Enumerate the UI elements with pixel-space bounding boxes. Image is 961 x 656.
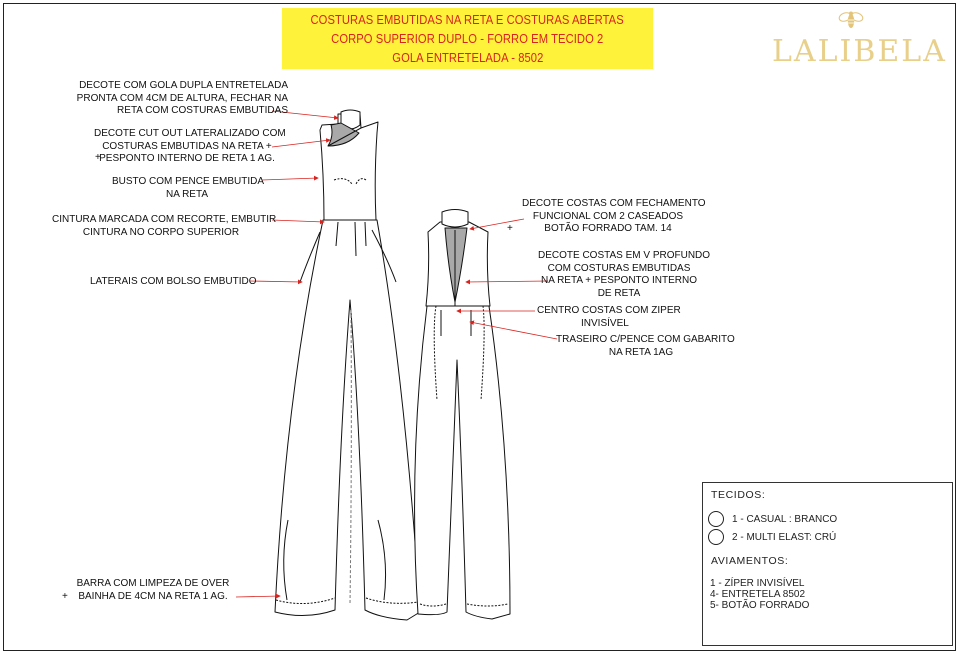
note-plus-sign: + <box>507 223 513 234</box>
note-plus-sign: + <box>62 591 68 602</box>
fabric-item: 2 - MULTI ELAST: CRÚ <box>708 529 836 545</box>
fabrics-title: TECIDOS: <box>711 489 766 501</box>
fabric-swatch-circle <box>708 529 724 545</box>
note-back-closure: DECOTE COSTAS COM FECHAMENTO FUNCIONAL COM 2 CASEADOS BOTÃO FORRADO TAM. 14 <box>522 198 706 235</box>
note-front-waist: CINTURA MARCADA COM RECORTE, EMBUTIR CINTURA NO CORPO SUPERIOR <box>52 214 277 238</box>
trim-item: 1 - ZÍPER INVISÍVEL <box>710 578 805 589</box>
header-line: COSTURAS EMBUTIDAS NA RETA E COSTURAS ABERTAS <box>310 12 625 27</box>
front-view <box>275 110 420 620</box>
note-back-v: DECOTE COSTAS EM V PROFUNDO COM COSTURAS EMBUTIDAS NA RETA + PESPONTO INTERNO DE RETA <box>538 250 711 299</box>
header-line: CORPO SUPERIOR DUPLO - FORRO EM TECIDO 2 <box>331 31 604 46</box>
fabric-swatch-circle <box>708 511 724 527</box>
note-front-collar: DECOTE COM GOLA DUPLA ENTRETELADA PRONTA COM 4CM DE ALTURA, FECHAR NA RETA COM COSTURAS EMBUTIDAS <box>76 80 288 117</box>
note-front-bust: BUSTO COM PENCE EMBUTIDA NA RETA <box>112 176 265 200</box>
note-plus-sign: + <box>95 152 101 163</box>
header-line: GOLA ENTRETELADA - 8502 <box>391 50 544 65</box>
fabric-item: 1 - CASUAL : BRANCO <box>708 511 837 527</box>
trims-title: AVIAMENTOS: <box>711 555 789 567</box>
note-back-dart: TRASEIRO C/PENCE COM GABARITO NA RETA 1AG <box>556 334 735 358</box>
note-front-hem: BARRA COM LIMPEZA DE OVER BAINHA DE 4CM NA RETA 1 AG. <box>76 578 230 602</box>
back-view <box>415 210 510 620</box>
note-front-pockets: LATERAIS COM BOLSO EMBUTIDO <box>90 276 257 287</box>
trim-item: 5- BOTÃO FORRADO <box>710 600 810 611</box>
note-back-zipper: CENTRO COSTAS COM ZIPER INVISÍVEL <box>537 305 681 329</box>
specs-panel <box>702 482 953 646</box>
trim-item: 4- ENTRETELA 8502 <box>710 589 806 600</box>
brand-logo: LALIBELA <box>772 34 947 69</box>
note-front-cutout: DECOTE CUT OUT LATERALIZADO COM COSTURAS EMBUTIDAS NA RETA + PESPONTO INTERNO DE RETA 1 AG. <box>94 128 286 165</box>
